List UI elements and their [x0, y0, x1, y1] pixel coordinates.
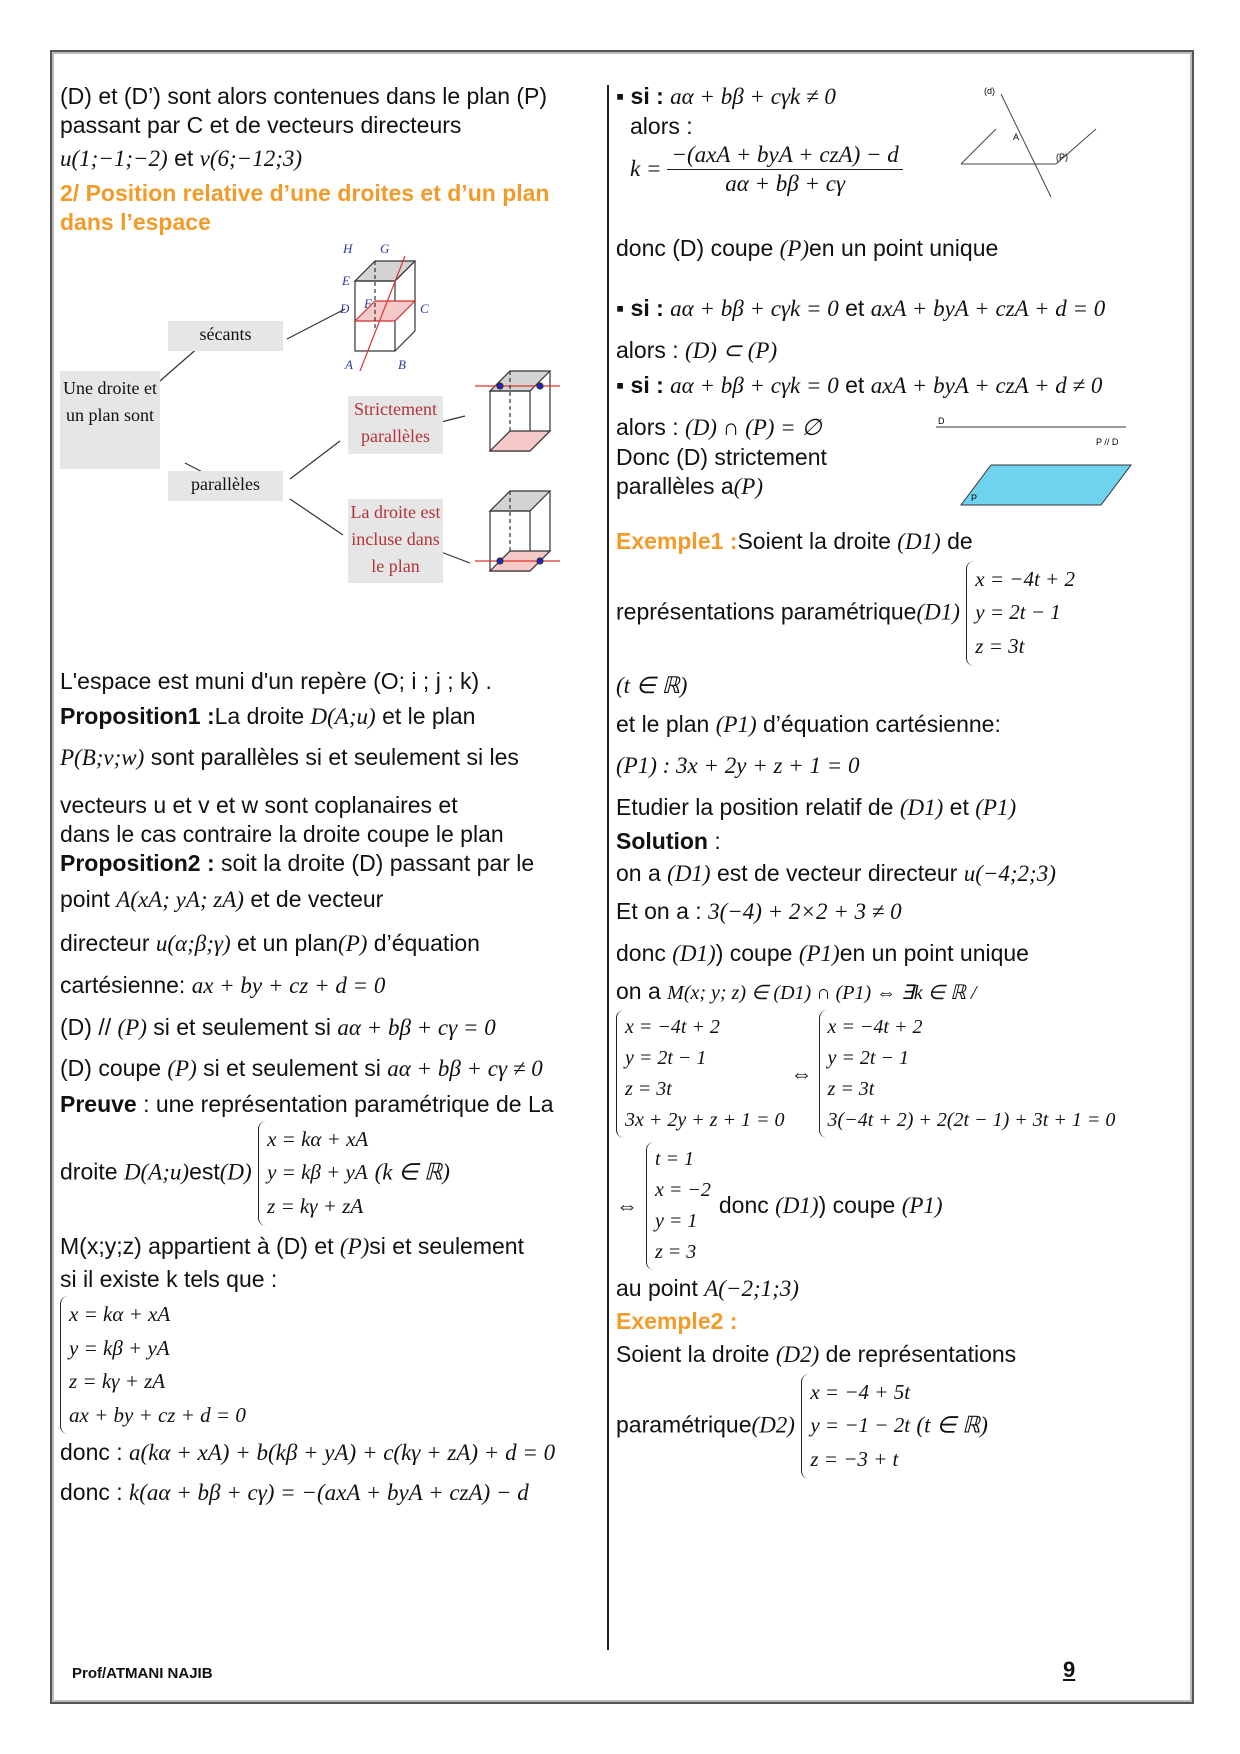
prop1-P: P(B;v;w) [60, 745, 145, 771]
mxyz-a: M(x;y;z) appartient à (D) et [60, 1232, 334, 1259]
param-row-y: y = kβ + yA [267, 1160, 368, 1185]
ex2-text-a: Soient la droite [616, 1341, 770, 1368]
fig2-D: D [938, 416, 945, 426]
intro-line-2: passant par C et de vecteurs directeurs [60, 111, 462, 138]
donc-D1-c: en un point unique [839, 939, 1029, 966]
ona2-a: on a [616, 977, 661, 1004]
prop2-text-a: soit la droite (D) passant par le [221, 849, 535, 876]
ex1-D1-b: (D1) [916, 599, 960, 625]
ex1-row-y: y = 2t − 1 [975, 600, 1061, 625]
sysB-row-1: x = −4t + 2 [827, 1015, 923, 1038]
mindmap-root: Une droite et un plan sont [60, 371, 160, 469]
cube-label-g: G [380, 240, 390, 256]
system-A [616, 1010, 785, 1138]
ex2-label: Exemple2 : [616, 1308, 738, 1335]
ex2-row-z: z = −3 + t [810, 1446, 899, 1471]
prop2-P: (P) [338, 931, 368, 956]
solution-line [616, 827, 1156, 856]
plan-P1: (P1) [715, 712, 757, 738]
etudier-a: Etudier la position relatif de [616, 793, 894, 820]
ex2-D2-b: (D2) [751, 1412, 795, 1438]
cond2-a: (D) coupe [60, 1055, 161, 1082]
prop1-text-d: vecteurs u et v et w sont coplanaires et [60, 792, 458, 818]
plan-text-a: et le plan [616, 711, 710, 738]
prop2-point: point [60, 886, 110, 913]
si2-label: ▪ si : [616, 295, 664, 321]
si3-line [616, 371, 1156, 401]
ex2-t-in-R: (t ∈ ℝ) [916, 1412, 988, 1438]
P1-equation: (P1) : 3x + 2y + z + 1 = 0 [616, 753, 860, 779]
prop2-plan: et un plan [237, 930, 339, 956]
ex1-rep: représentations paramétrique [616, 598, 917, 625]
ex2-param-word: paramétrique [616, 1411, 752, 1438]
cube-label-e: E [342, 272, 350, 288]
sys2-row-4: ax + by + cz + d = 0 [69, 1402, 246, 1427]
mindmap-secants: sécants [168, 321, 283, 351]
cube-label-a: A [345, 356, 353, 372]
ex1-de: de [947, 528, 973, 554]
preuve-label: Preuve [60, 1091, 137, 1117]
sysC-row-4: z = 3 [655, 1240, 697, 1263]
sysB-row-2: y = 2t − 1 [827, 1046, 909, 1069]
mindmap-paralleles: parallèles [168, 471, 283, 501]
donc-D1-line [616, 939, 1156, 969]
sysB-row-4: 3(−4t + 2) + 2(2t − 1) + 3t + 1 = 0 [827, 1108, 1116, 1131]
donc2-label: donc : [60, 1479, 123, 1506]
k-den: aα + bβ + cγ [725, 171, 846, 197]
prop2-vec: et de vecteur [250, 886, 384, 913]
cond2-eq: aα + bβ + cγ ≠ 0 [387, 1056, 543, 1082]
droite-word: droite [60, 1158, 118, 1185]
cond1-P: (P) [117, 1014, 147, 1040]
param-row-x: x = kα + xA [267, 1126, 369, 1151]
mindmap-diagram [60, 241, 600, 661]
si2-et: et [845, 294, 865, 321]
plan-line [616, 710, 1156, 740]
ex2-row-x: x = −4 + 5t [810, 1379, 911, 1404]
system-C-row [616, 1142, 1156, 1270]
si3-eq2: axA + byA + czA + d ≠ 0 [870, 373, 1103, 399]
prop1-label: Proposition1 : [60, 702, 215, 729]
prop2-cart: cartésienne: [60, 971, 186, 998]
k-num: −(axA + byA + czA) − d [667, 141, 902, 171]
fig1-P: (P) [1056, 152, 1068, 162]
mxyz-b: si et seulement [369, 1232, 524, 1259]
prop2-line-3 [60, 929, 600, 959]
ona-a: on a [616, 860, 661, 887]
fig1-d: (d) [984, 86, 995, 96]
page-number: 9 [1063, 1657, 1076, 1682]
mxyz-c: si il existe k tels que : [60, 1266, 278, 1293]
cond2-b: si et seulement si [203, 1055, 381, 1082]
ex2-text-b: de représentations [825, 1341, 1017, 1368]
system-B [819, 1010, 1116, 1138]
prop2-label: Proposition2 : [60, 849, 215, 876]
systems-row [616, 1010, 1156, 1138]
prop2-line-4 [60, 971, 600, 1001]
column-divider [607, 85, 609, 1650]
preuve-line [60, 1090, 600, 1119]
alors-vide: (D) ∩ (P) = ∅ [685, 415, 822, 440]
sysA-row-1: x = −4t + 2 [625, 1015, 720, 1038]
ex1-row-x: x = −4t + 2 [975, 566, 1075, 591]
prop1-D: D(A;u) [310, 703, 376, 729]
alors-incl-line [616, 336, 1156, 366]
vector-u: u(1;−1;−2) [60, 145, 168, 171]
prop2-line [60, 849, 600, 878]
donc-D1-a: donc [616, 939, 666, 966]
sysC-row-2: x = −2 [655, 1178, 711, 1201]
ona2-eq: M(x; y; z) ∈ (D1) ∩ (P1) ⇔ ∃k ∈ ℝ / [667, 981, 977, 1004]
point-A: A(−2;1;3) [704, 1275, 799, 1301]
donc-D1-D1: (D1) [672, 940, 716, 966]
ona-b: est de vecteur directeur [716, 860, 958, 887]
si3-eq1: aα + bβ + cγk = 0 [670, 373, 839, 399]
donc-strict-P: (P) [733, 473, 764, 499]
eton-a: Et on a : [616, 898, 702, 925]
cond2-P: (P) [167, 1056, 197, 1082]
condition-parallel [60, 1013, 600, 1043]
section-title: 2/ Position relative d’une droites et d’un plan dans l’espace [60, 180, 550, 235]
ex1-line [616, 527, 1156, 557]
ex1-param [616, 561, 1156, 666]
mindmap-incluse: La droite est incluse dans le plan [348, 499, 443, 583]
condition-coupe [60, 1054, 600, 1084]
k-fraction [667, 141, 902, 200]
donc-coupe-P: (P) [779, 236, 810, 261]
si2-line [616, 294, 1156, 324]
prop2-cart-eq: ax + by + cz + d = 0 [191, 972, 386, 998]
ex2-D2: (D2) [775, 1342, 820, 1368]
cube-label-b: B [398, 356, 406, 372]
ex1-text: Soient la droite [737, 528, 891, 554]
ona-line [616, 859, 1156, 889]
donc-D1-b: ) coupe [715, 939, 793, 966]
etudier-P1: (P1) [975, 794, 1017, 820]
si2-eq2: axA + byA + czA + d = 0 [870, 295, 1106, 321]
alors-incl: (D) ⊂ (P) [685, 337, 778, 363]
sys2-row-2: y = kβ + yA [69, 1335, 170, 1360]
donc-strict-a: Donc (D) strictement [616, 443, 827, 470]
si1-eq: aα + bβ + cγk ≠ 0 [670, 84, 836, 109]
prop2-eq: d’équation [373, 930, 480, 956]
ona2-line [616, 977, 1156, 1006]
ex2-row-y: y = −1 − 2t [810, 1413, 911, 1438]
cube-label-f: F [364, 295, 372, 311]
ex2-param [616, 1374, 1156, 1479]
coupe2-D1: (D1) [775, 1192, 819, 1218]
prop2-u: u(α;β;γ) [155, 931, 231, 956]
repere-text: L'espace est muni d'un repère (O; i ; j ; k) . [60, 667, 492, 694]
donc-line-2 [60, 1478, 600, 1508]
case-3-block [616, 413, 1156, 523]
sysA-row-3: z = 3t [625, 1077, 672, 1100]
donc-coupe-a: donc (D) coupe [616, 235, 774, 261]
etudier-D1: (D1) [899, 794, 944, 820]
alors-vide-label: alors : [616, 414, 679, 440]
si1-label: ▪ si : [616, 83, 664, 109]
t-in-R: (t ∈ ℝ) [616, 672, 688, 698]
sysC-row-1: t = 1 [655, 1147, 695, 1170]
cond1-eq: aα + bβ + cγ = 0 [337, 1014, 496, 1040]
param-row-z: z = kγ + zA [267, 1193, 364, 1218]
equiv-sign-2: ⇔ [616, 1192, 638, 1218]
D-paren: (D) [219, 1159, 252, 1185]
ex1-row-z: z = 3t [975, 633, 1025, 658]
prop2-dir: directeur [60, 930, 150, 956]
k-in-R: (k ∈ ℝ) [374, 1159, 450, 1185]
ex2-line [616, 1340, 1156, 1370]
param-system [258, 1121, 368, 1226]
right-column [616, 82, 1156, 1479]
si2-eq1: aα + bβ + cγk = 0 [670, 295, 839, 321]
fig1-A: A [1013, 132, 1020, 142]
intro-line-1: (D) et (D’) sont alors contenues dans le plan (P) [60, 83, 548, 109]
eton-line [616, 897, 1156, 927]
donc-coupe2: donc [718, 1191, 769, 1218]
sysC-row-3: y = 1 [655, 1209, 698, 1232]
fig2-PD: P // D [1096, 437, 1119, 447]
sys2-row-1: x = kα + xA [69, 1302, 171, 1327]
est-word: est [189, 1158, 220, 1185]
ona-D1: (D1) [667, 861, 711, 887]
ex1-system [966, 561, 1075, 666]
solution-label: Solution [616, 827, 708, 854]
cube-label-h: H [343, 240, 353, 256]
donc-coupe-line [616, 234, 1156, 264]
k-lhs: k = [630, 156, 662, 182]
footer-author: Prof/ATMANI NAJIB [72, 1665, 213, 1682]
au-point-line [616, 1274, 1156, 1304]
et-word: et [174, 144, 194, 171]
vector-v: v(6;−12;3) [199, 145, 303, 171]
alors-incl-label: alors : [616, 336, 679, 363]
equiv-sign-1: ⇔ [790, 1060, 813, 1086]
prop2-line-2 [60, 885, 600, 915]
ex1-label: Exemple1 : [616, 528, 738, 554]
si3-et: et [845, 372, 865, 399]
D-Au: D(A;u) [123, 1159, 190, 1185]
cube-label-d: D [340, 300, 350, 316]
mxyz-line [60, 1232, 600, 1262]
cond1-a: (D) // [60, 1013, 112, 1040]
left-column [60, 82, 600, 1508]
donc1-label: donc : [60, 1439, 123, 1466]
plan-text-b: d’équation cartésienne: [763, 711, 1001, 738]
au-point: au point [616, 1274, 698, 1301]
eton-eq: 3(−4) + 2×2 + 3 ≠ 0 [708, 899, 902, 925]
donc2-eq: k(aα + bβ + cγ) = −(axA + byA + czA) − d [129, 1480, 529, 1506]
donc-strict-b: parallèles a [616, 472, 734, 499]
donc-coupe-b: en un point unique [809, 235, 999, 261]
sysA-row-2: y = 2t − 1 [625, 1046, 707, 1069]
cube-label-c: C [420, 300, 429, 316]
coupe2: ) coupe [818, 1191, 896, 1218]
ex1-D1: (D1) [897, 529, 941, 554]
coupe2-P1: (P1) [901, 1192, 943, 1218]
donc1-eq: a(kα + xA) + b(kβ + yA) + c(kγ + zA) + d = 0 [129, 1440, 556, 1466]
figure-line-plane [956, 82, 1106, 202]
param-representation [60, 1121, 600, 1226]
sys2-row-3: z = kγ + zA [69, 1369, 166, 1394]
prop1-text-b: et le plan [382, 702, 476, 729]
prop2-A: A(xA; yA; zA) [116, 887, 244, 913]
sysB-row-3: z = 3t [827, 1077, 875, 1100]
sysA-row-4: 3x + 2y + z + 1 = 0 [625, 1108, 785, 1131]
mxyz-P: (P) [339, 1233, 370, 1259]
si3-label: ▪ si : [616, 372, 664, 398]
prop1-line-2 [60, 743, 600, 773]
figure-parallel [936, 415, 1146, 515]
fig2-P: P [971, 493, 978, 503]
system-C [646, 1142, 711, 1270]
case-1-block [616, 82, 1156, 222]
ona-u: u(−4;2;3) [963, 861, 1056, 887]
donc-coupe2-line [719, 1191, 943, 1221]
cond1-b: si et seulement si [153, 1013, 331, 1040]
ex2-system [801, 1374, 910, 1479]
etudier-et: et [949, 793, 969, 820]
prop1-text-a: La droite [214, 702, 305, 729]
preuve-text: : une représentation paramétrique de La [143, 1091, 554, 1117]
donc-D1-P1: (P1) [798, 940, 840, 966]
system-2 [60, 1296, 246, 1434]
intro-vectors [60, 144, 600, 174]
alors-word: alors : [630, 112, 693, 139]
donc-line-1 [60, 1438, 600, 1468]
prop1-line [60, 702, 600, 732]
solution-colon: : [714, 827, 721, 854]
prop1-text-c: sont parallèles si et seulement si les [150, 744, 519, 771]
prop1-text-e: dans le cas contraire la droite coupe le plan [60, 820, 504, 847]
etudier-line [616, 793, 1156, 823]
mindmap-strict: Strictement parallèles [348, 396, 443, 454]
